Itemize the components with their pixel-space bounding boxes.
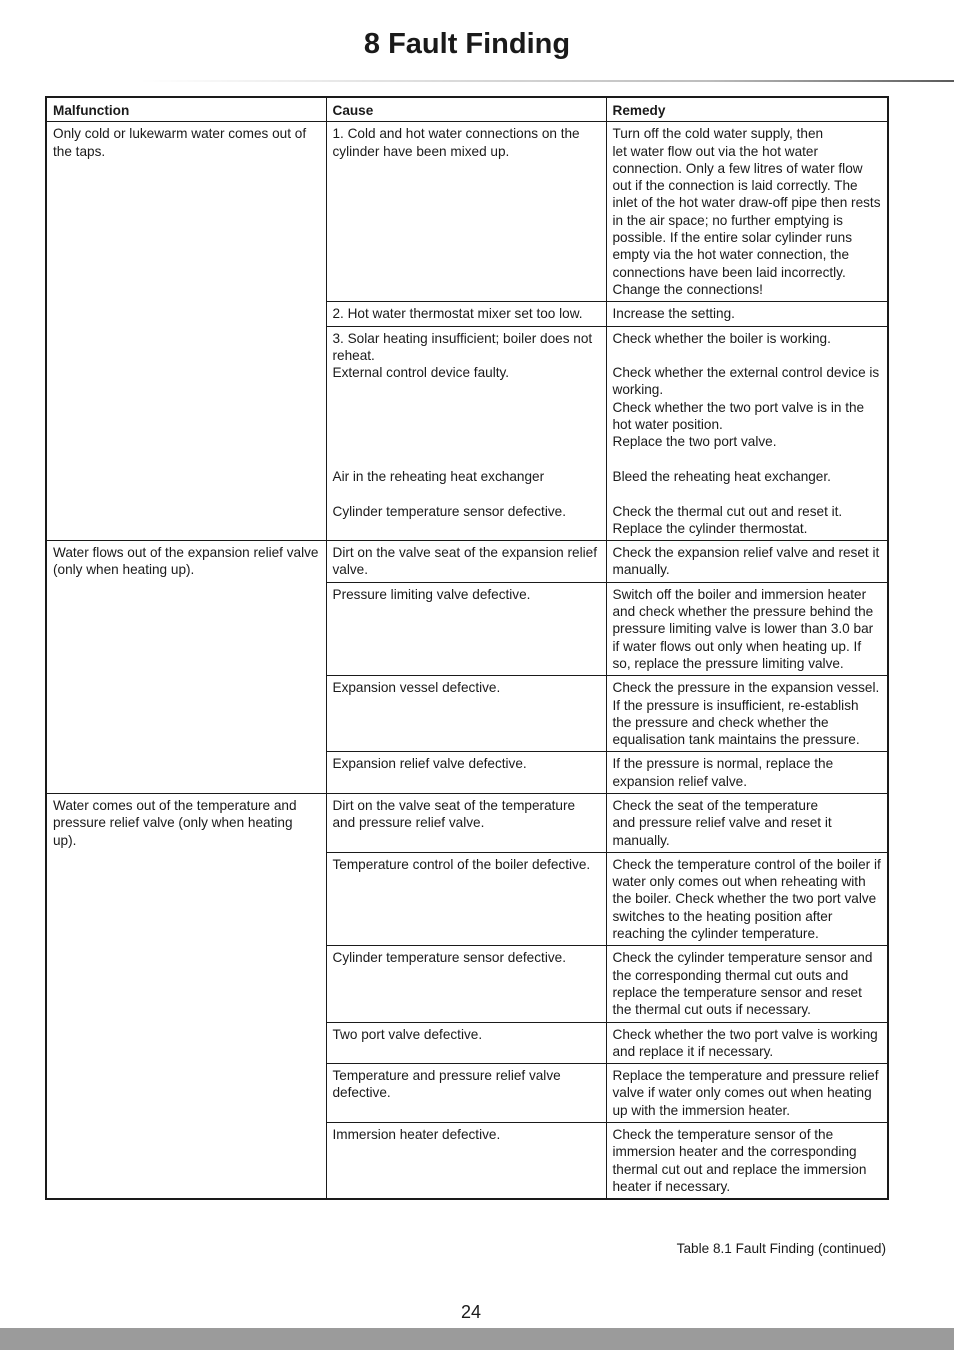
cause-cell: Temperature and pressure relief valve defective. [326, 1064, 606, 1123]
page-title: 8 Fault Finding [363, 28, 571, 60]
remedy-cell: Check the expansion relief valve and reset it manually. [606, 541, 888, 583]
cause-cell: Immersion heater defective. [326, 1123, 606, 1200]
remedy-cell: Check the pressure in the expansion vessel. If the pressure is insufficient, re-establish the pressure and check whether the equalisation tank maintains the pressure. [606, 676, 888, 752]
cause-cell: Expansion vessel defective. [326, 676, 606, 752]
table-row [46, 122, 888, 302]
page-number: 24 [460, 1302, 482, 1322]
header-malfunction: Malfunction [46, 97, 326, 122]
cause-cell: Two port valve defective. [326, 1022, 606, 1064]
header-remedy: Remedy [606, 97, 888, 122]
cause-cell: 2. Hot water thermostat mixer set too low. [326, 302, 606, 326]
malfunction-cell: Only cold or lukewarm water comes out of the taps. [46, 122, 326, 541]
footer-bar [0, 1328, 954, 1350]
remedy-cell: Check the temperature control of the boiler if water only comes out when reheating with the boiler. Check whether the two port valve switches to the heating position after reaching the cylinder temperature. [606, 852, 888, 945]
remedy-cell: Check whether the two port valve is working and replace it if necessary. [606, 1022, 888, 1064]
header-cause: Cause [326, 97, 606, 122]
remedy-cell: Switch off the boiler and immersion heater and check whether the pressure behind the pressure limiting valve is lower than 3.0 bar if water flows out only when heating up. If so, replace the pressure limiting valve. [606, 582, 888, 675]
cause-cell: 3. Solar heating insufficient; boiler does not reheat. External control device faulty. Air in the reheating heat exchanger Cylinder temperature sensor defective. [326, 326, 606, 541]
table-row [46, 541, 888, 583]
fault-finding-table [45, 96, 889, 1200]
cause-cell: Cylinder temperature sensor defective. [326, 946, 606, 1022]
malfunction-cell: Water comes out of the temperature and pressure relief valve (only when heating up). [46, 793, 326, 1199]
remedy-cell: Check whether the boiler is working. Check whether the external control device is working. Check whether the two port valve is in the hot water position. Replace the two port valve. Bleed the reheating heat exchanger. Check the thermal cut out and reset it. Replace the cylinder thermostat. [606, 326, 888, 541]
remedy-cell: Check the temperature sensor of the immersion heater and the corresponding thermal cut out and replace the immersion heater if necessary. [606, 1123, 888, 1200]
cause-cell: 1. Cold and hot water connections on the cylinder have been mixed up. [326, 122, 606, 302]
remedy-cell: If the pressure is normal, replace the expansion relief valve. [606, 752, 888, 794]
remedy-cell: Increase the setting. [606, 302, 888, 326]
remedy-cell: Turn off the cold water supply, then let water flow out via the hot water connection. Only a few litres of water flow out if the connection is laid correctly. The inlet of the hot water draw-off pipe then rests in the air space; no further emptying is possible. If the entire solar cylinder runs empty via the hot water connection, the connections have been laid incorrectly. Change the connections! [606, 122, 888, 302]
cause-cell: Dirt on the valve seat of the expansion relief valve. [326, 541, 606, 583]
remedy-cell: Check the seat of the temperature and pressure relief valve and reset it manually. [606, 793, 888, 852]
malfunction-cell: Water flows out of the expansion relief valve (only when heating up). [46, 541, 326, 794]
title-rule [140, 80, 954, 82]
cause-cell: Dirt on the valve seat of the temperature and pressure relief valve. [326, 793, 606, 852]
cause-cell: Temperature control of the boiler defective. [326, 852, 606, 945]
cause-cell: Pressure limiting valve defective. [326, 582, 606, 675]
remedy-cell: Check the cylinder temperature sensor and the corresponding thermal cut outs and replace the temperature sensor and reset the thermal cut outs if necessary. [606, 946, 888, 1022]
remedy-cell: Replace the temperature and pressure relief valve if water only comes out when heating up with the immersion heater. [606, 1064, 888, 1123]
cause-cell: Expansion relief valve defective. [326, 752, 606, 794]
table-header-row [46, 97, 888, 122]
table-row [46, 793, 888, 852]
table-caption: Table 8.1 Fault Finding (continued) [676, 1241, 886, 1256]
